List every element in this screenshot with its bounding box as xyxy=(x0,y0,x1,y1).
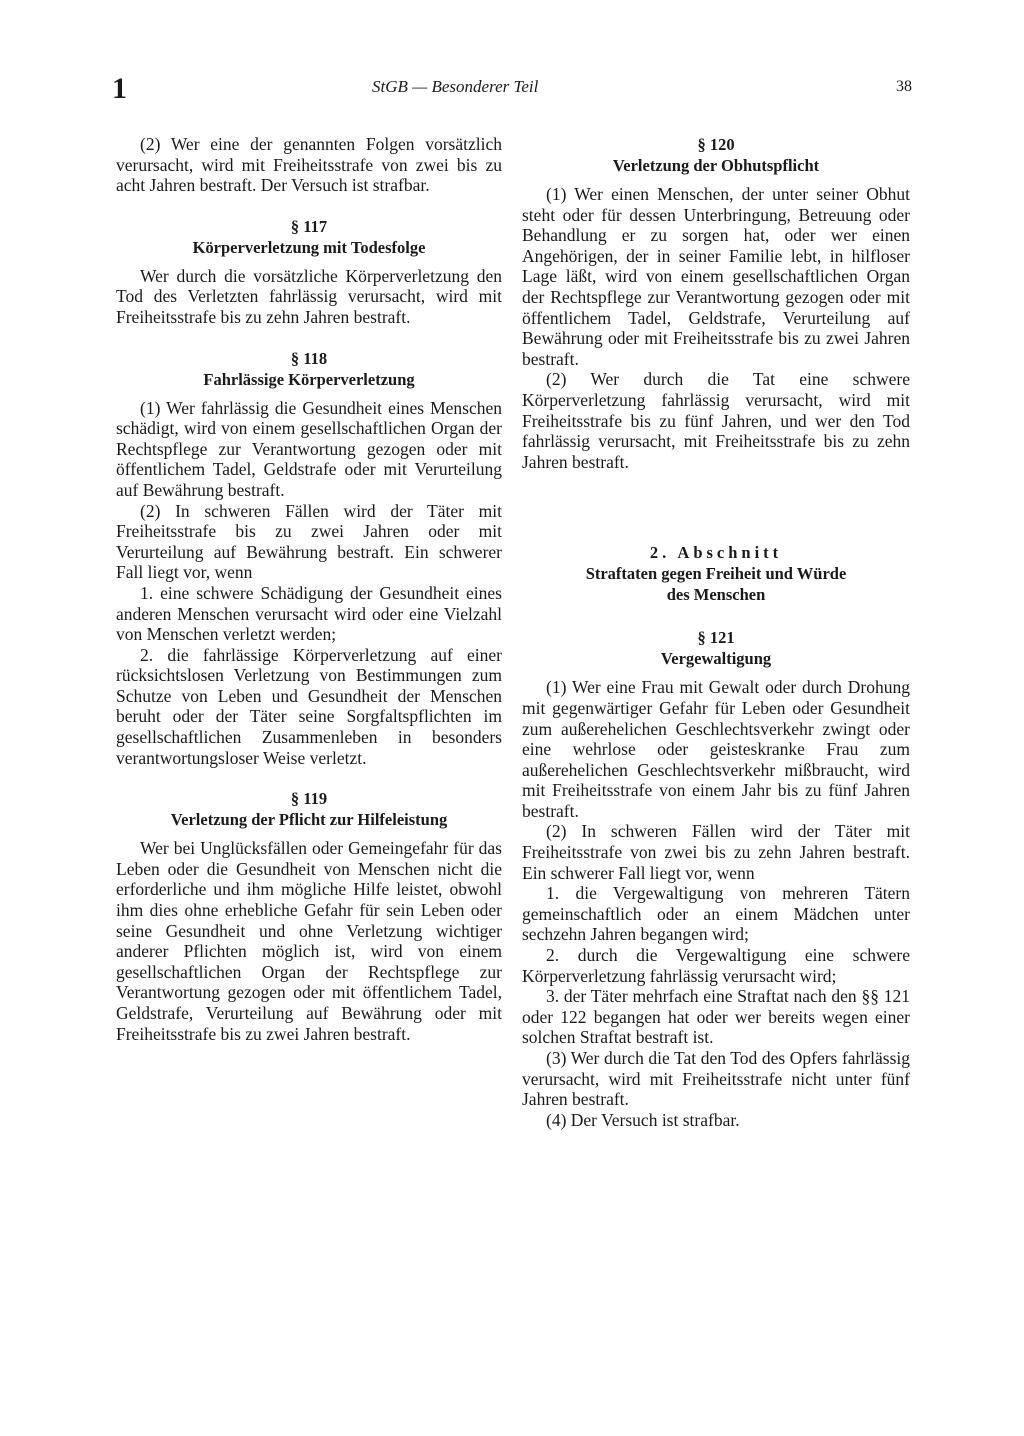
section-118-number: § 118 xyxy=(290,348,328,368)
page-header xyxy=(112,74,912,104)
section-118-paragraph-1: (1) Wer fahrlässig die Gesundheit eines Menschen schädigt, wird von einem gesellschaftlichen Organ der Rechtspflege zur Verantwortung gezogen oder mit öffentlichem Tadel, Geldstrafe oder mit Verurteilung auf Bewährung bestraft. xyxy=(116,397,502,500)
section-121-item-3: 3. der Täter mehrfach eine Straftat nach den §§ 121 oder 122 begangen hat oder wer bereits wegen einer solchen Straftat bestraft ist. xyxy=(522,986,910,1048)
section-120-number: § 120 xyxy=(697,135,735,154)
section-120-paragraph-1: (1) Wer einen Menschen, der unter seiner Obhut steht oder für dessen Unterbringung, Betreuung oder Behandlung er zu sorgen hat, oder wer einen Angehörigen, der in seiner Familie lebt, in hilfloser Lage läßt, wird von einem gesellschaftlichen Organ der Rechtspflege zur Verantwortung gezogen oder mit öffentlichem Tadel, Geldstrafe, Verurteilung auf Bewährung oder mit Freiheitsstrafe bis zu zwei Jahren bestraft. xyxy=(522,184,910,369)
chapter-title-line-1: Straftaten gegen Freiheit und Würde xyxy=(585,564,847,584)
section-121-number: § 121 xyxy=(697,628,735,648)
section-120-paragraph-2: (2) Wer durch die Tat eine schwere Körperverletzung fahrlässig verursacht, wird mit Freiheitsstrafe bis zu fünf Jahren, und wer den Tod fahrlässig verursacht, mit Freiheitsstrafe bis zu zehn Jahren bestraft. xyxy=(522,369,910,472)
section-119-number: § 119 xyxy=(290,789,328,809)
section-121-paragraph-2: (2) In schweren Fällen wird der Täter mit Freiheitsstrafe von zwei bis zu zehn Jahren bestraft. Ein schwerer Fall liegt vor, wenn xyxy=(522,821,910,883)
section-117-number: § 117 xyxy=(290,216,328,236)
section-119-title: Verletzung der Pflicht zur Hilfeleistung xyxy=(170,810,448,830)
section-118-item-2: 2. die fahrlässige Körperverletzung auf einer rücksichtslosen Verletzung von Bestimmungen zum Schutze von Leben und Gesundheit der Menschen beruht oder der Täter seine Sorgfaltspflichten im gesellschaftlichen Zusammenleben in besonders verantwortungsloser Weise verletzt. xyxy=(116,644,502,768)
section-120-title: Verletzung der Obhutspflicht xyxy=(612,156,820,175)
chapter-label: 2. Abschnitt xyxy=(649,543,783,563)
chapter-title-line-2: des Menschen xyxy=(666,585,766,605)
section-121-item-2: 2. durch die Vergewaltigung eine schwere Körperverletzung fahrlässig verursacht wird; xyxy=(522,945,910,986)
section-121-title: Vergewaltigung xyxy=(660,649,772,669)
section-121-paragraph-3: (3) Wer durch die Tat den Tod des Opfers fahrlässig verursacht, wird mit Freiheitsstrafe nicht unter fünf Jahren bestraft. xyxy=(522,1048,910,1110)
chapter-number: 1 xyxy=(112,72,127,105)
left-column xyxy=(116,134,502,1044)
section-121-paragraph-1: (1) Wer eine Frau mit Gewalt oder durch Drohung mit gegenwärtiger Gefahr für Leben oder Gesundheit zum außerehelichen Geschlechtsverkehr zwingt oder eine wehrlose oder geisteskranke Frau zum außerehelichen Geschlechtsverkehr mißbraucht, wird mit Freiheitsstrafe von einem Jahr bis zu fünf Jahren bestraft. xyxy=(522,677,910,821)
page-number: 38 xyxy=(896,78,912,95)
section-117-text: Wer durch die vorsätzliche Körperverletzung den Tod des Verletzten fahrlässig verursacht, wird mit Freiheitsstrafe bis zu zehn Jahren bestraft. xyxy=(116,265,502,327)
section-117-title: Körperverletzung mit Todesfolge xyxy=(192,237,426,257)
section-118-title: Fahrlässige Körperverletzung xyxy=(203,369,415,389)
section-118-paragraph-2: (2) In schweren Fällen wird der Täter mit Freiheitsstrafe bis zu zwei Jahren oder mit Verurteilung auf Bewährung bestraft. Ein schwerer Fall liegt vor, wenn xyxy=(116,500,502,583)
section-121-item-1: 1. die Vergewaltigung von mehreren Tätern gemeinschaftlich oder an einem Mädchen unter sechzehn Jahren begangen wird; xyxy=(522,883,910,945)
right-column xyxy=(522,134,910,1130)
running-title: StGB — Besonderer Teil xyxy=(372,77,539,96)
section-119-text: Wer bei Unglücksfällen oder Gemeingefahr für das Leben oder die Gesundheit von Menschen nicht die erforderliche und ihm mögliche Hilfe leistet, obwohl ihm dies ohne erhebliche Gefahr für sein Leben oder seine Gesundheit und ohne Verletzung wichtiger anderer Pflichten möglich ist, wird von einem gesellschaftlichen Organ der Rechtspflege zur Verantwortung gezogen oder mit öffentlichem Tadel, Geldstrafe, Verurteilung auf Bewährung oder mit Freiheitsstrafe bis zu zwei Jahren bestraft. xyxy=(116,838,502,1044)
section-118-item-1: 1. eine schwere Schädigung der Gesundheit eines anderen Menschen verursacht wird oder eine Vielzahl von Menschen verletzt werden; xyxy=(116,582,502,645)
section-121-paragraph-4: (4) Der Versuch ist strafbar. xyxy=(546,1109,740,1130)
paragraph-116-2: (2) Wer eine der genannten Folgen vorsätzlich verursacht, wird mit Freiheitsstrafe von zwei bis zu acht Jahren bestraft. Der Versuch ist strafbar. xyxy=(116,134,502,196)
